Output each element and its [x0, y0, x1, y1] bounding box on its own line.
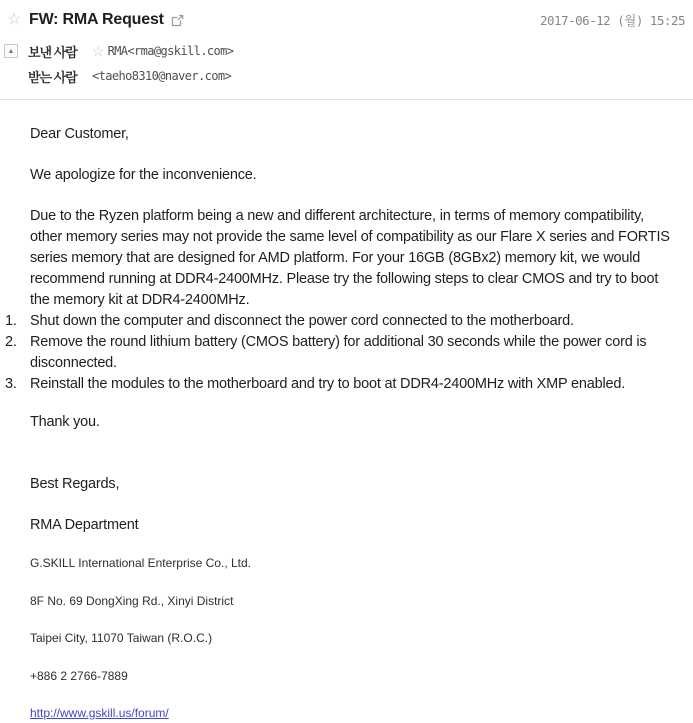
- list-item-text: Remove the round lithium battery (CMOS battery) for additional 30 seconds while the power cord is disconnected.: [30, 334, 647, 371]
- list-item: [5, 332, 679, 374]
- list-item-text: Shut down the computer and disconnect the power cord connected to the motherboard.: [30, 313, 574, 329]
- greeting-text: Dear Customer,: [30, 126, 129, 142]
- title-row: [4, 8, 687, 32]
- open-in-new-window-icon[interactable]: [171, 14, 184, 27]
- favorite-star-icon[interactable]: ☆: [7, 11, 22, 28]
- mail-date: 2017-06-12 (월) 15:25: [539, 13, 685, 28]
- list-item-number: 3.: [5, 376, 17, 392]
- list-item-text: Reinstall the modules to the motherboard and try to boot at DDR4-2400MHz with XMP enabled.: [30, 376, 626, 392]
- recipient-address[interactable]: <taeho8310@naver.com>: [92, 69, 232, 83]
- mail-body: [0, 100, 693, 723]
- list-item: [5, 311, 679, 332]
- recipient-label: 받는 사람: [28, 69, 77, 85]
- list-item: [5, 374, 679, 395]
- sender-star-icon[interactable]: ☆: [92, 42, 105, 59]
- signature-block: [30, 555, 679, 723]
- signature-address-line1: 8F No. 69 DongXing Rd., Xinyi District: [30, 593, 234, 608]
- signature-company: G.SKILL International Enterprise Co., Ltd.: [30, 556, 252, 570]
- collapse-header-button[interactable]: ▲: [4, 44, 18, 58]
- list-item-number: 1.: [5, 313, 17, 329]
- mail-subject: FW: RMA Request: [29, 11, 164, 28]
- sender-label: 보낸 사람: [28, 44, 77, 60]
- forum-link[interactable]: http://www.gskill.us/forum/: [30, 706, 169, 720]
- mail-header: [0, 0, 693, 86]
- main-paragraph: Due to the Ryzen platform being a new and different architecture, in terms of memory compatibility, other memory series may not provide the same level of compatibility as our Flare X series and FORTIS series memory that are designed for AMD platform. For your 16GB (8GBx2) memory kit, we would recommend running at DDR4-2400MHz. Please try the following steps to clear CMOS and try to boot the memory kit at DDR4-2400MHz.: [30, 208, 670, 308]
- department-text: RMA Department: [30, 517, 139, 533]
- list-item-number: 2.: [5, 334, 17, 350]
- recipient-row: [4, 66, 687, 86]
- sender-address[interactable]: RMA<rma@gskill.com>: [107, 44, 234, 58]
- sender-row: [4, 41, 687, 61]
- apology-text: We apologize for the inconvenience.: [30, 167, 257, 183]
- signature-phone: +886 2 2766-7889: [30, 668, 128, 683]
- regards-text: Best Regards,: [30, 476, 120, 492]
- thanks-text: Thank you.: [30, 414, 100, 430]
- steps-list: [5, 311, 679, 395]
- signature-address-line2: Taipei City, 11070 Taiwan (R.O.C.): [30, 631, 213, 645]
